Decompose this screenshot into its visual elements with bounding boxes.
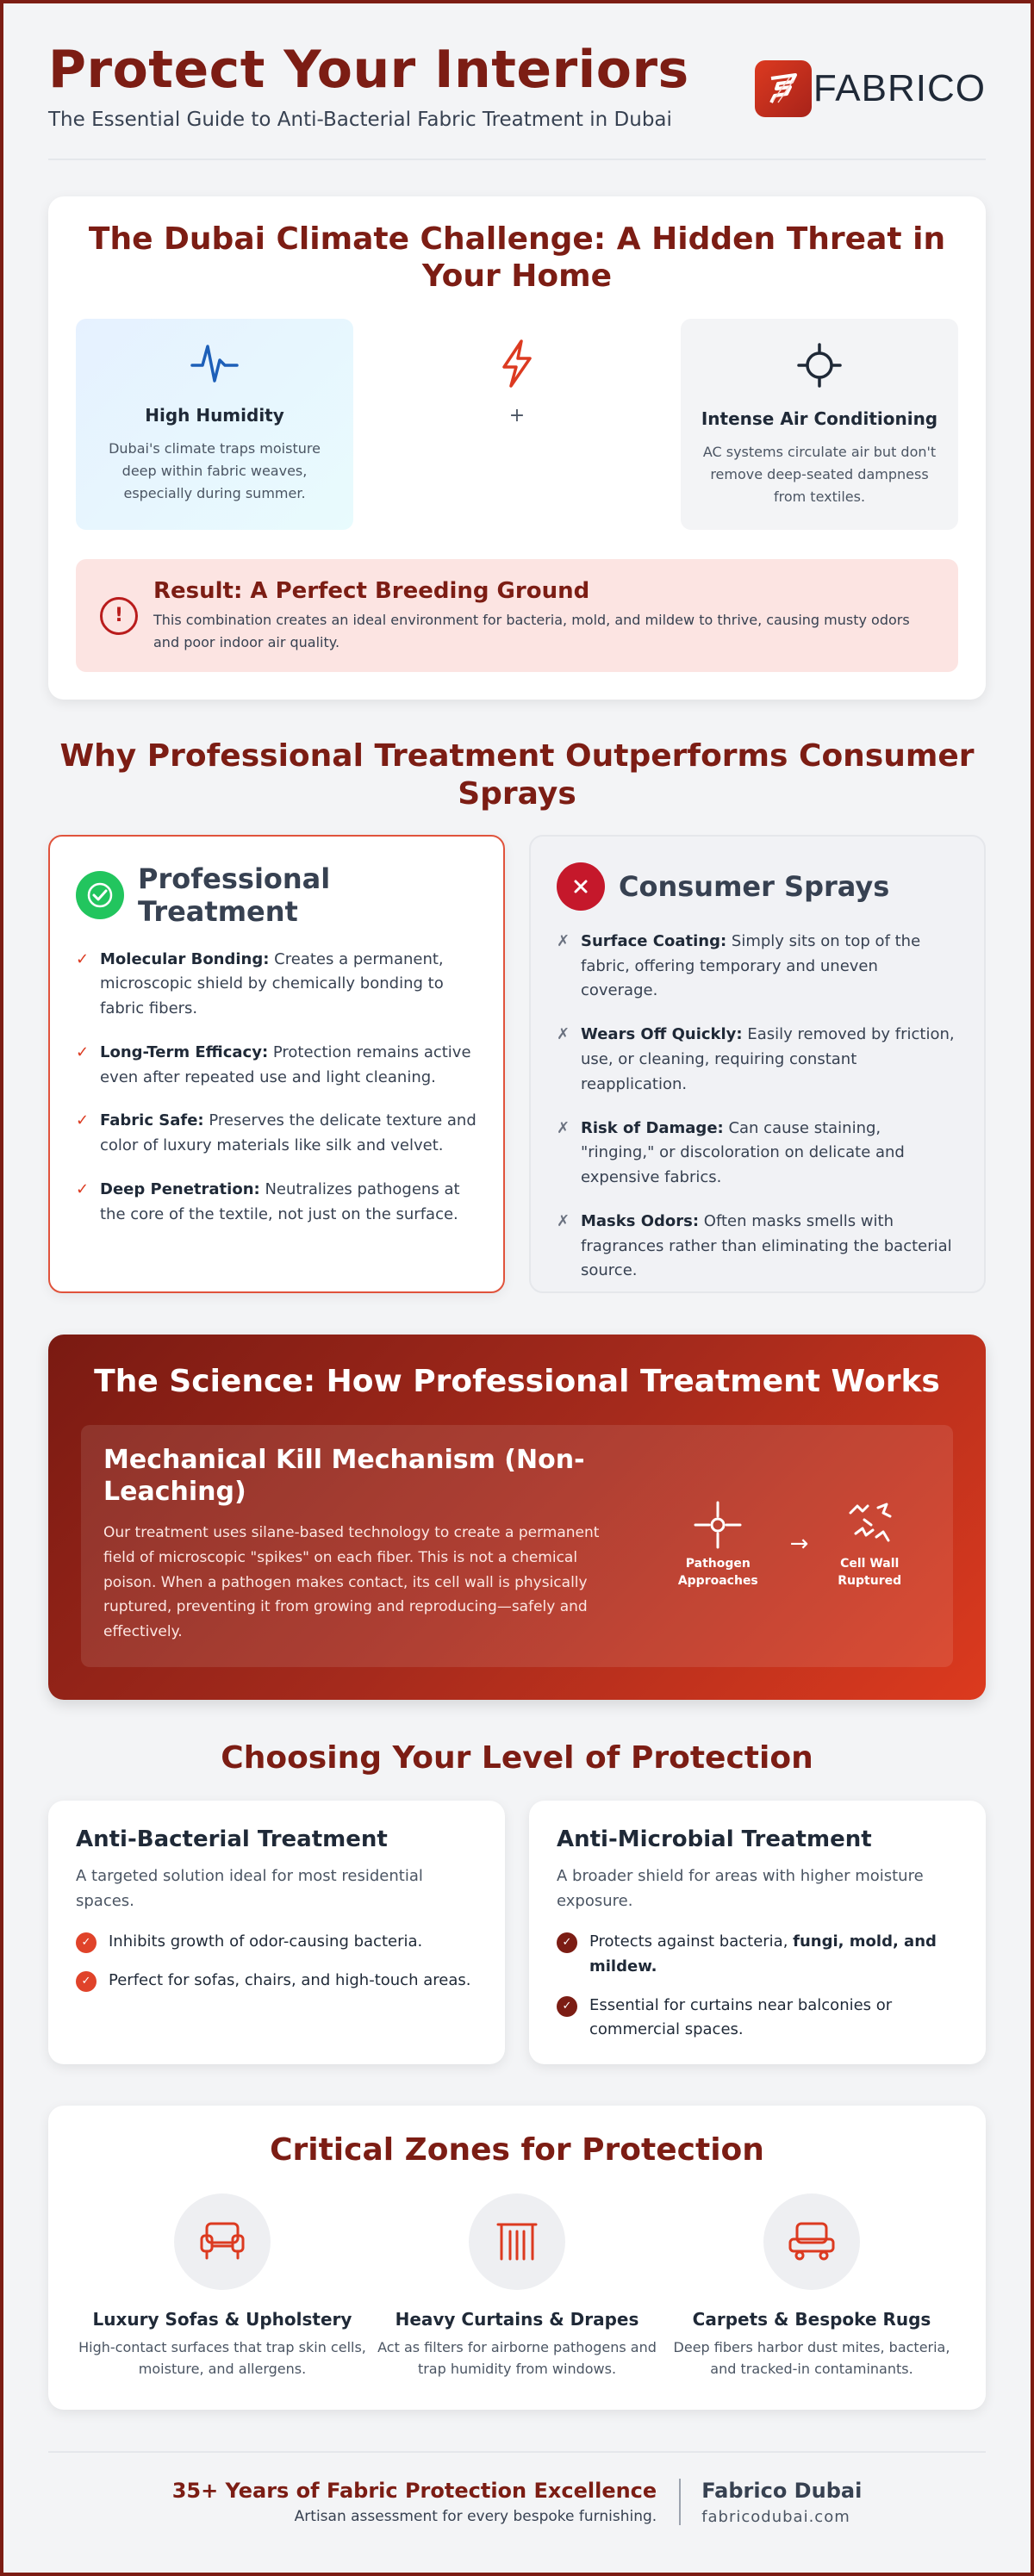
ac-text: AC systems circulate air but don't remove deep-seated dampness from textiles. [702,444,937,505]
logo-mark-icon [755,60,812,117]
climate-combine [378,319,656,530]
climate-title: The Dubai Climate Challenge: A Hidden Threat in Your Home [88,221,946,295]
con-point [557,1210,958,1284]
consumer-sprays-card [529,835,986,1293]
zones-title: Critical Zones for Protection [270,2132,764,2168]
zone-rugs [665,2193,958,2380]
check-badge-icon: ✓ [557,1932,577,1953]
anti-microbial-title: Anti-Microbial Treatment [557,1826,872,1853]
professional-treatment-card [48,835,505,1293]
comparison-columns [48,835,986,1293]
zone-curtains [371,2193,663,2380]
con-point-text: Wears Off Quickly: Easily removed by friction, use, or cleaning, requiring constant reapplication. [581,1025,955,1093]
pro-point [76,948,477,1022]
list-item-text: Inhibits growth of odor-causing bacteria. [109,1932,423,1951]
zone-title: Luxury Sofas & Upholstery [92,2308,352,2330]
mechanism-panel [81,1425,953,1667]
humidity-title: High Humidity [145,405,284,426]
zone-title: Heavy Curtains & Drapes [395,2308,639,2330]
zone-text: High-contact surfaces that trap skin cells, moisture, and allergens. [78,2338,366,2378]
mechanism-content [103,1444,629,1645]
list-item-text: Protects against bacteria, fungi, mold, and mildew. [589,1932,937,1976]
mechanism-text: Our treatment uses silane-based technology to create a permanent field of microscopic "spikes" on each fiber. This is not a chemical poison. When a pathogen makes contact, its cell wall is physically ruptured, preventing it from growing and reproducing—safely and effectively. [103,1523,600,1641]
professional-header [76,862,477,929]
humidity-text: Dubai's climate traps moisture deep within fabric weaves, especially during summer. [109,440,321,501]
critical-zones-section [48,2106,986,2409]
crosshair-icon [692,1540,744,1554]
header-text [48,41,689,131]
result-callout [76,559,958,672]
levels-title: Choosing Your Level of Protection [221,1740,813,1776]
curtains-icon [469,2193,565,2290]
x-mark-icon: ✗ [557,1118,570,1137]
mechanism-diagram [629,1499,931,1590]
professional-title: Professional Treatment [138,862,331,929]
pro-point [76,1178,477,1228]
arrow-right-icon: → [789,1531,809,1558]
zone-text: Deep fibers harbor dust mites, bacteria, and tracked-in contaminants. [673,2338,950,2378]
cell-wall-ruptured-step [808,1499,931,1590]
protection-levels-section [48,1739,986,2064]
check-mark-icon: ✓ [76,1042,90,1061]
anti-microbial-desc: A broader shield for areas with higher moisture exposure. [557,1867,924,1911]
comparison-section [48,737,986,1292]
ac-title: Intense Air Conditioning [701,408,938,430]
humidity-wave-icon [189,373,240,389]
x-mark-icon: ✗ [557,1211,570,1230]
con-point-text: Surface Coating: Simply sits on top of the fabric, offering temporary and uneven coverage. [581,931,921,1000]
zone-text: Act as filters for airborne pathogens and trap humidity from windows. [377,2338,657,2378]
levels-columns [48,1801,986,2064]
pro-point [76,1109,477,1159]
sofa-icon [174,2193,271,2290]
comparison-title: Why Professional Treatment Outperforms Consumer Sprays [59,738,975,812]
anti-microbial-card [529,1801,986,2064]
result-title: Result: A Perfect Breeding Ground [153,578,590,605]
pathogen-approaches-step [646,1499,790,1590]
pro-point-text: Long-Term Efficacy: Protection remains active even after repeated use and light cleaning. [100,1042,471,1086]
con-point [557,1117,958,1191]
list-item-text: Essential for curtains near balconies or commercial spaces. [589,1995,893,2039]
broken-cell-icon [844,1540,895,1554]
science-title: The Science: How Professional Treatment Works [94,1363,940,1399]
climate-challenge-section [48,196,986,700]
logo-text: FABRICO [813,67,986,109]
fabrico-logo[interactable] [755,60,986,117]
page-title: Protect Your Interiors [48,40,689,100]
con-point-text: Risk of Damage: Can cause staining, "ringing," or discoloration on delicate and expensive fabrics. [581,1118,905,1187]
anti-bacterial-desc: A targeted solution ideal for most residential spaces. [76,1867,423,1911]
footer-tagline [172,2479,682,2525]
x-mark-icon: ✗ [557,1025,570,1044]
zones-list [76,2193,958,2380]
alert-icon: ! [100,597,138,635]
check-mark-icon: ✓ [76,1180,90,1199]
footer-brand [681,2479,862,2526]
list-item [76,1930,477,1955]
mechanism-title: Mechanical Kill Mechanism (Non-Leaching) [103,1444,585,1508]
lightning-icon [495,376,539,393]
footer-website-link[interactable]: fabricodubai.com [701,2507,850,2526]
check-circle-icon [76,871,124,919]
header [48,41,986,160]
page-subtitle: The Essential Guide to Anti-Bacterial Fabric Treatment in Dubai [48,109,672,131]
zone-title: Carpets & Bespoke Rugs [692,2308,931,2330]
climate-factors [76,319,958,530]
rug-icon [763,2193,860,2290]
footer-brand-name: Fabrico Dubai [701,2478,863,2503]
step2-label: Cell Wall Ruptured [838,1557,902,1588]
check-mark-icon: ✓ [76,1111,90,1130]
x-circle-icon [557,862,605,911]
footer-subtext: Artisan assessment for every bespoke furnishing. [294,2508,657,2526]
check-badge-icon: ✓ [76,1971,97,1992]
zone-sofas [76,2193,369,2380]
footer [48,2451,986,2526]
footer-headline: 35+ Years of Fabric Protection Excellence [171,2479,657,2504]
anti-bacterial-title: Anti-Bacterial Treatment [76,1826,388,1853]
pro-point-text: Molecular Bonding: Creates a permanent, microscopic shield by chemically bonding to fabric fibers. [100,949,444,1018]
result-content [153,578,934,653]
check-badge-icon: ✓ [557,1996,577,2017]
check-badge-icon: ✓ [76,1932,97,1953]
pro-point [76,1041,477,1091]
pro-point-text: Fabric Safe: Preserves the delicate texture and color of luxury materials like silk and velvet. [100,1111,477,1155]
list-item [557,1994,958,2044]
x-mark-icon: ✗ [557,931,570,950]
list-item-text: Perfect for sofas, chairs, and high-touch areas. [109,1970,471,1989]
air-conditioning-card [681,319,958,530]
check-mark-icon: ✓ [76,949,90,968]
science-section [48,1335,986,1700]
pro-point-text: Deep Penetration: Neutralizes pathogens at the core of the textile, not just on the surface. [100,1180,460,1223]
result-text: This combination creates an ideal environment for bacteria, mold, and mildew to thrive, causing musty odors and poor indoor air quality. [153,612,910,650]
list-item [76,1969,477,1994]
humidity-card [76,319,353,530]
consumer-title: Consumer Sprays [619,869,890,903]
plus-sign: + [508,405,526,427]
con-point [557,1023,958,1097]
anti-bacterial-card [48,1801,505,2064]
step1-label: Pathogen Approaches [677,1557,758,1588]
list-item [557,1930,958,1980]
con-point-text: Masks Odors: Often masks smells with fragrances rather than eliminating the bacterial source. [581,1211,952,1280]
consumer-header [557,862,958,911]
sun-gear-icon [795,376,844,393]
con-point [557,930,958,1004]
